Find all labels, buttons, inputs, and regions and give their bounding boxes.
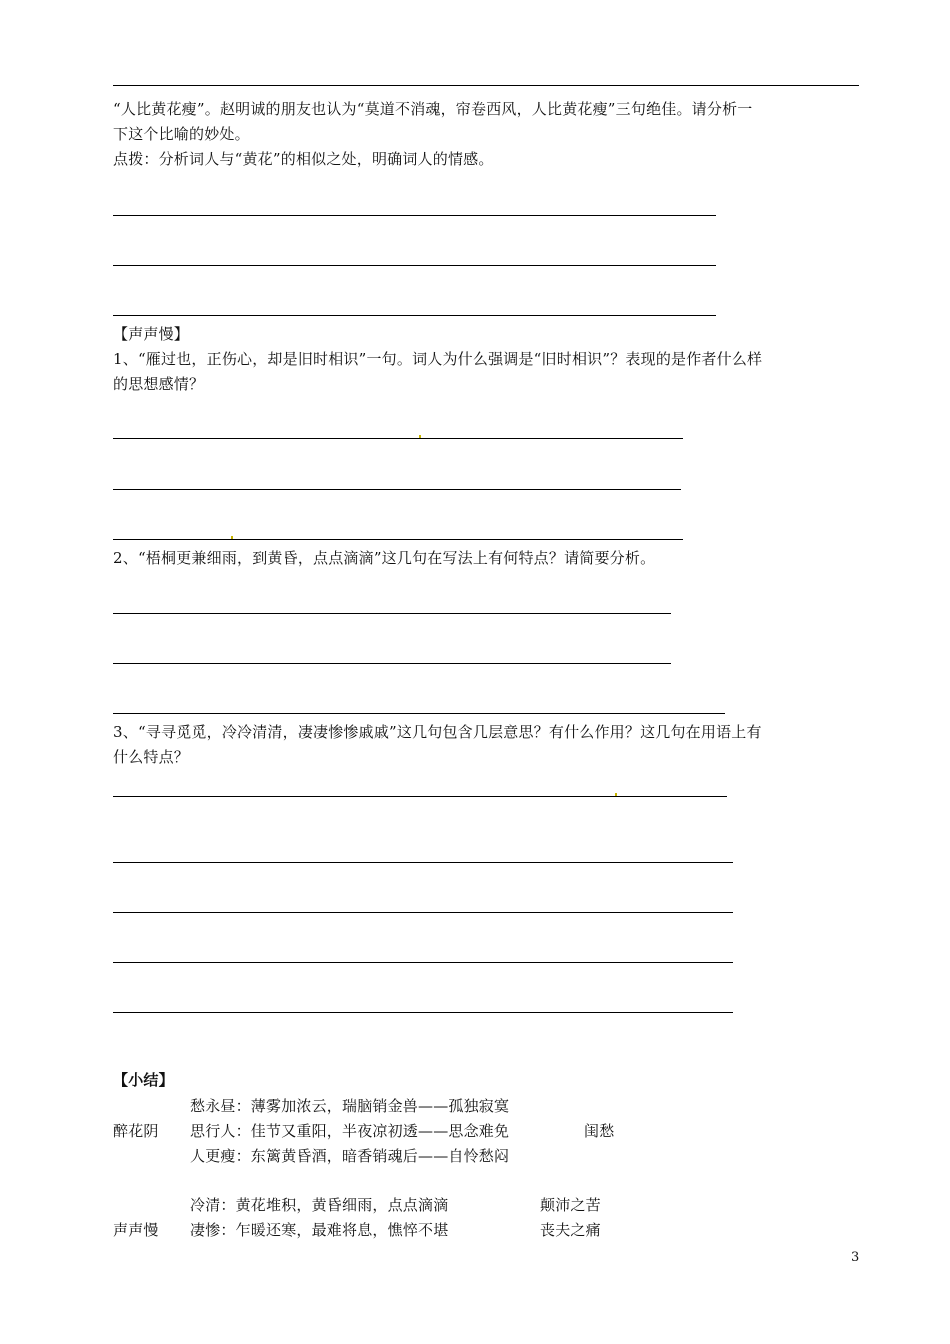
answer-line [113, 912, 733, 913]
summary-title: 【小结】 [113, 1071, 174, 1089]
answer-line [113, 962, 733, 963]
summary-zuihuayin-theme: 闺愁 [584, 1122, 615, 1140]
intro-question-line-2: 下这个比喻的妙处。 [113, 125, 250, 143]
ink-speck [231, 536, 233, 539]
answer-line [113, 539, 683, 540]
summary-shengshengman-row-2: 凄惨：乍暖还寒，最难将息，憔悴不堪 [190, 1221, 449, 1239]
summary-shengshengman-row-1: 冷清：黄花堆积，黄昏细雨，点点滴滴 [190, 1196, 449, 1214]
ink-speck [615, 793, 617, 796]
header-rule [113, 85, 859, 86]
summary-shengshengman-note-2: 丧夫之痛 [540, 1221, 601, 1239]
answer-line [113, 215, 716, 216]
page-number: 3 [851, 1250, 860, 1265]
intro-question-line-1: “人比黄花瘦”。赵明诚的朋友也认为“莫道不消魂，帘卷西风，人比黄花瘦”三句绝佳。请分析一 [113, 100, 753, 118]
question-2-line-1: 2、“梧桐更兼细雨，到黄昏，点点滴滴”这几句在写法上有何特点？请简要分析。 [113, 549, 656, 567]
intro-hint: 点拨：分析词人与“黄花”的相似之处，明确词人的情感。 [113, 150, 494, 168]
summary-zuihuayin-row-3: 人更瘦：东篱黄昏酒，暗香销魂后——自怜愁闷 [190, 1147, 510, 1165]
ink-speck [419, 435, 421, 438]
summary-shengshengman-label: 声声慢 [113, 1221, 159, 1239]
answer-line [113, 713, 725, 714]
answer-line [113, 438, 683, 439]
summary-zuihuayin-row-1: 愁永昼：薄雾加浓云，瑞脑销金兽——孤独寂寞 [190, 1097, 510, 1115]
question-1-line-2: 的思想感情？ [113, 375, 205, 393]
answer-line [113, 315, 716, 316]
answer-line [113, 663, 671, 664]
answer-line [113, 862, 733, 863]
answer-line [113, 265, 716, 266]
answer-line [113, 613, 671, 614]
summary-zuihuayin-label: 醉花阴 [113, 1122, 159, 1140]
question-3-line-2: 什么特点？ [113, 748, 190, 766]
answer-line [113, 1012, 733, 1013]
answer-line [113, 796, 727, 797]
question-3-line-1: 3、“寻寻觅觅，冷冷清清，凄凄惨惨戚戚”这几句包含几层意思？有什么作用？这几句在用语上有 [113, 723, 762, 741]
question-1-line-1: 1、“雁过也，正伤心，却是旧时相识”一句。词人为什么强调是“旧时相识”？表现的是作者什么样 [113, 350, 763, 368]
section-title: 【声声慢】 [113, 325, 190, 343]
summary-zuihuayin-row-2: 思行人：佳节又重阳，半夜凉初透——思念难免 [190, 1122, 510, 1140]
summary-shengshengman-note-1: 颠沛之苦 [540, 1196, 601, 1214]
answer-line [113, 489, 681, 490]
